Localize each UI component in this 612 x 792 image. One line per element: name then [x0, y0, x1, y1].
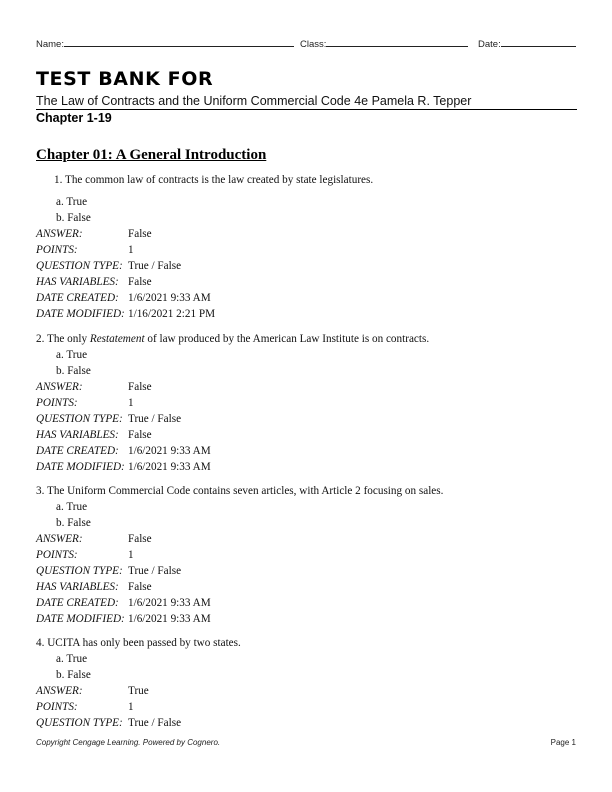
option-b[interactable]: b. False [56, 517, 91, 529]
answer-label: ANSWER: [36, 381, 83, 393]
date-created-label: DATE CREATED: [36, 597, 119, 609]
question-type-value: True / False [128, 565, 182, 577]
has-variables-row [36, 274, 373, 290]
points-label: POINTS: [36, 549, 78, 561]
name-blank-line [64, 36, 294, 47]
name-label: Name: [36, 39, 64, 50]
stem-text-pre: 2. The only [36, 333, 90, 345]
page-number: Page 1 [550, 738, 576, 747]
date-created-row [36, 443, 429, 459]
title-divider [36, 109, 577, 110]
date-modified-row [36, 459, 429, 475]
class-label: Class: [300, 39, 327, 50]
option-a[interactable]: a. True [56, 349, 88, 361]
date-modified-row [36, 611, 443, 627]
question-type-label: QUESTION TYPE: [36, 413, 123, 425]
points-label: POINTS: [36, 244, 78, 256]
question-stem: 4. UCITA has only been passed by two states. [36, 637, 241, 649]
points-row [36, 547, 443, 563]
points-row [36, 242, 373, 258]
chapter-heading: Chapter 01: A General Introduction [36, 147, 267, 163]
has-variables-row [36, 427, 429, 443]
class-field[interactable] [300, 36, 468, 50]
question-type-value: True / False [128, 413, 182, 425]
question-stem: 1. The common law of contracts is the law created by state legislatures. [54, 174, 374, 186]
points-row [36, 395, 429, 411]
date-modified-value: 1/6/2021 9:33 AM [128, 613, 211, 625]
question-4 [36, 635, 241, 731]
has-variables-label: HAS VARIABLES: [36, 429, 119, 441]
option-a[interactable]: a. True [56, 196, 88, 208]
answer-row [36, 531, 443, 547]
has-variables-row [36, 579, 443, 595]
points-row [36, 699, 241, 715]
copyright-footer: Copyright Cengage Learning. Powered by Cognero. [36, 738, 221, 747]
has-variables-value: False [128, 276, 152, 288]
stem-text-post: of law produced by the American Law Institute is on contracts. [144, 333, 430, 345]
stem-text-italic: Restatement [89, 333, 145, 345]
points-value: 1 [128, 397, 134, 409]
date-created-label: DATE CREATED: [36, 445, 119, 457]
points-value: 1 [128, 701, 134, 713]
date-blank-line [501, 36, 576, 47]
test-bank-title: TEST BANK FOR [36, 68, 214, 90]
question-type-value: True / False [128, 717, 182, 729]
date-modified-label: DATE MODIFIED: [36, 461, 125, 473]
date-modified-value: 1/16/2021 2:21 PM [128, 308, 216, 320]
date-modified-value: 1/6/2021 9:33 AM [128, 461, 211, 473]
option-b[interactable]: b. False [56, 212, 91, 224]
date-modified-label: DATE MODIFIED: [36, 613, 125, 625]
date-created-row [36, 290, 373, 306]
question-type-row [36, 258, 373, 274]
question-type-label: QUESTION TYPE: [36, 260, 123, 272]
question-2 [36, 331, 429, 475]
question-1 [36, 172, 373, 322]
date-label: Date: [478, 39, 501, 50]
answer-value: False [128, 381, 152, 393]
answer-row [36, 683, 241, 699]
answer-label: ANSWER: [36, 228, 83, 240]
points-label: POINTS: [36, 701, 78, 713]
date-modified-row [36, 306, 373, 322]
date-created-value: 1/6/2021 9:33 AM [128, 597, 211, 609]
answer-value: False [128, 228, 152, 240]
chapter-range: Chapter 1-19 [36, 111, 112, 125]
book-subtitle: The Law of Contracts and the Uniform Commercial Code 4e Pamela R. Tepper [36, 94, 472, 108]
date-modified-label: DATE MODIFIED: [36, 308, 125, 320]
points-value: 1 [128, 244, 134, 256]
date-created-label: DATE CREATED: [36, 292, 119, 304]
option-a[interactable]: a. True [56, 501, 88, 513]
has-variables-value: False [128, 581, 152, 593]
question-type-label: QUESTION TYPE: [36, 565, 123, 577]
points-value: 1 [128, 549, 134, 561]
question-stem: 3. The Uniform Commercial Code contains seven articles, with Article 2 focusing on sales. [36, 485, 444, 497]
answer-label: ANSWER: [36, 533, 83, 545]
has-variables-value: False [128, 429, 152, 441]
question-type-label: QUESTION TYPE: [36, 717, 123, 729]
answer-row [36, 379, 429, 395]
answer-row [36, 226, 373, 242]
has-variables-label: HAS VARIABLES: [36, 276, 119, 288]
class-blank-line [326, 36, 468, 47]
date-created-row [36, 595, 443, 611]
date-created-value: 1/6/2021 9:33 AM [128, 445, 211, 457]
question-type-row [36, 411, 429, 427]
answer-label: ANSWER: [36, 685, 83, 697]
has-variables-label: HAS VARIABLES: [36, 581, 119, 593]
answer-value: True [128, 685, 149, 697]
question-type-row [36, 563, 443, 579]
option-b[interactable]: b. False [56, 669, 91, 681]
question-stem [36, 331, 429, 347]
name-field[interactable] [36, 36, 294, 50]
question-3 [36, 483, 443, 627]
option-b[interactable]: b. False [56, 365, 91, 377]
question-type-row [36, 715, 241, 731]
answer-value: False [128, 533, 152, 545]
points-label: POINTS: [36, 397, 78, 409]
date-created-value: 1/6/2021 9:33 AM [128, 292, 211, 304]
question-type-value: True / False [128, 260, 182, 272]
option-a[interactable]: a. True [56, 653, 88, 665]
date-field[interactable] [478, 36, 576, 50]
